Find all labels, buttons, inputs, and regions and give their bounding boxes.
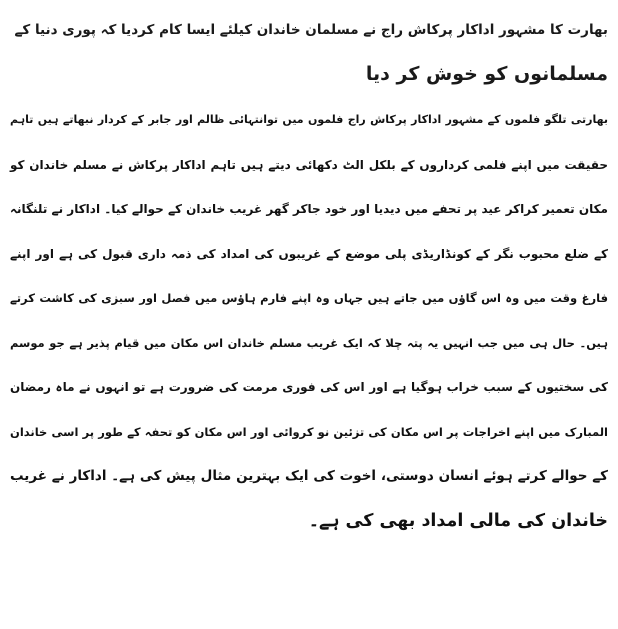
headline-line: مسلمانوں کو خوش کر دیا	[365, 63, 608, 85]
body-line: کے ضلع محبوب نگر کے کونڈاریڈی پلی موضع کے غریبوں کی امداد کی ذمہ داری قبول کی ہے اور اپنے	[10, 246, 608, 261]
body-line: ہیں۔ حال ہی میں جب انہیں یہ پتہ چلا کہ ایک غریب مسلم خاندان اس مکان میں قیام پذیر ہے جو موسم	[10, 335, 608, 350]
body-line: بھارتی تلگو فلموں کے مشہور اداکار پرکاش راج فلموں میں توانتہائی ظالم اور جابر کے کردار نبھاتے ہیں تاہم	[10, 113, 608, 126]
body-line: حقیقت میں اپنے فلمی کرداروں کے بلکل الٹ دکھائی دیتے ہیں تاہم اداکار پرکاش نے مسلم خاندان کو	[10, 157, 608, 172]
article-body	[10, 98, 608, 543]
body-line: کی سختیوں کے سبب خراب ہوگیا ہے اور اس کی فوری مرمت کی ضرورت ہے تو انہوں نے ماہ رمضان	[10, 380, 608, 394]
body-line: کے حوالے کرتے ہوئے انسان دوستی، اخوت کی ایک بہترین مثال پیش کی ہے۔ اداکار نے غریب	[10, 468, 608, 484]
headline-line: بھارت کا مشہور اداکار پرکاش راج نے مسلمان خاندان کیلئے ایسا کام کردیا کہ پوری دنیا کے	[14, 22, 608, 38]
body-line: المبارک میں اپنے اخراجات پر اس مکان کی تزئین نو کروائی اور اس مکان کو تحفہ کے طور پر اسی خاندان	[10, 424, 608, 439]
body-line: مکان تعمیر کراکر عید پر تحفے میں دیدیا اور خود جاکر گھر غریب خاندان کے حوالے کیا۔ اداکار نے تلنگانہ	[10, 202, 608, 216]
body-line: فارغ وقت میں وہ اس گاؤں میں جاتے ہیں جہاں وہ اپنے فارم ہاؤس میں فصل اور سبزی کی کاشت کرتے	[10, 291, 608, 305]
article-headline	[10, 8, 608, 96]
body-line: خاندان کی مالی امداد بھی کی ہے۔	[308, 510, 608, 531]
